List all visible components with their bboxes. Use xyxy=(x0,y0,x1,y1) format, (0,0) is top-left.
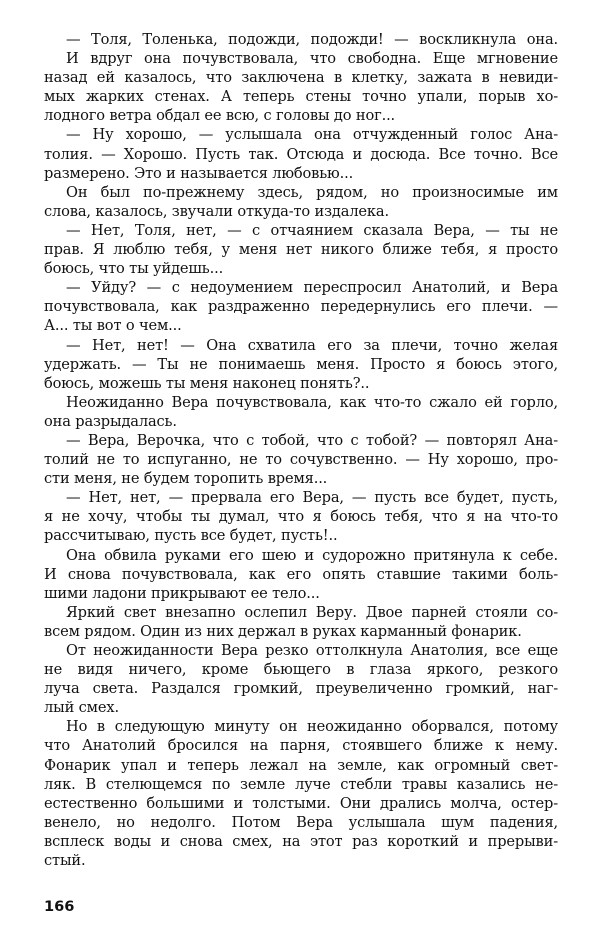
text-line: всем рядом. Один из них держал в руках карманный фонарик. xyxy=(44,622,522,640)
text-line: назад ей казалось, что заключена в клетку, зажата в невиди- xyxy=(44,69,558,87)
text-line: лодного ветра обдал ее всю, с головы до ног... xyxy=(44,107,396,125)
text-line: И вдруг она почувствовала, что свободна. Еще мгновение xyxy=(66,50,558,68)
text-line: — Нет, Толя, нет, — с отчаянием сказала Вера, — ты не xyxy=(66,221,558,239)
text-line: боюсь, что ты уйдешь... xyxy=(44,260,224,278)
text-line: Яркий свет внезапно ослепил Веру. Двое парней стояли со- xyxy=(66,603,558,621)
text-line: луча света. Раздался громкий, преувеличенно громкий, наг- xyxy=(44,680,558,698)
text-line: — Уйду? — с недоумением переспросил Анатолий, и Вера xyxy=(66,279,558,297)
text-line: И снова почувствовала, как его опять ставшие такими боль- xyxy=(44,565,558,583)
text-line: не видя ничего, кроме бьющего в глаза яркого, резкого xyxy=(44,661,558,679)
text-line: всплеск воды и снова смех, на этот раз короткий и прерыви- xyxy=(44,832,558,850)
text-line: Неожиданно Вера почувствовала, как что-то сжало ей горло, xyxy=(66,393,558,411)
text-line: — Толя, Толенька, подожди, подожди! — воскликнула она. xyxy=(66,31,558,48)
text-line: стый. xyxy=(44,852,86,870)
text-line: прав. Я люблю тебя, у меня нет никого ближе тебя, я просто xyxy=(44,241,558,259)
text-line: — Вера, Верочка, что с тобой, что с тобой? — повторял Ана- xyxy=(66,431,558,449)
text-line: Она обвила руками его шею и судорожно притянула к себе. xyxy=(66,546,558,564)
text-line: боюсь, можешь ты меня наконец понять?.. xyxy=(44,374,370,392)
text-line: Фонарик упал и теперь лежал на земле, как огромный свет- xyxy=(44,756,558,774)
text-line: что Анатолий бросился на парня, стоявшего ближе к нему. xyxy=(44,737,558,755)
page-number: 166 xyxy=(44,898,75,915)
text-line: — Нет, нет, — прервала его Вера, — пусть все будет, пусть, xyxy=(66,489,558,507)
text-line: рассчитываю, пусть все будет, пусть!.. xyxy=(44,527,338,545)
text-line: лый смех. xyxy=(44,699,119,717)
text-line: мых жарких стенах. А теперь стены точно упали, порыв хо- xyxy=(44,88,558,106)
text-line: толия. — Хорошо. Пусть так. Отсюда и досюда. Все точно. Все xyxy=(44,145,558,163)
text-line: — Нет, нет! — Она схватила его за плечи, точно желая xyxy=(66,336,558,354)
text-line: сти меня, не будем торопить время... xyxy=(44,470,328,488)
text-line: слова, казалось, звучали откуда-то издалека. xyxy=(44,202,389,220)
text-line: ляк. В стелющемся по земле луче стебли травы казались не- xyxy=(44,775,558,793)
text-line: Но в следующую минуту он неожиданно оборвался, потому xyxy=(66,718,558,736)
text-line: удержать. — Ты не понимаешь меня. Просто я боюсь этого, xyxy=(44,355,558,373)
text-line: От неожиданности Вера резко оттолкнула Анатолия, все еще xyxy=(66,642,558,659)
text-line: естественно большими и толстыми. Они дрались молча, остер- xyxy=(44,794,558,812)
text-line: толий не то испуганно, не то сочувственно. — Ну хорошо, про- xyxy=(44,451,558,469)
text-line: размерено. Это и называется любовью... xyxy=(44,164,354,182)
text-line: — Ну хорошо, — услышала она отчужденный голос Ана- xyxy=(66,126,558,144)
text-line: она разрыдалась. xyxy=(44,412,177,430)
text-line: я не хочу, чтобы ты думал, что я боюсь тебя, что я на что-то xyxy=(44,508,558,526)
book-page-text xyxy=(44,30,558,870)
text-line: Он был по-прежнему здесь, рядом, но произносимые им xyxy=(66,183,558,201)
text-line: почувствовала, как раздраженно передернулись его плечи. — xyxy=(44,298,558,316)
text-line: А... ты вот о чем... xyxy=(44,317,182,335)
text-line: венело, но недолго. Потом Вера услышала шум падения, xyxy=(44,813,558,831)
text-line: шими ладони прикрывают ее тело... xyxy=(44,584,320,602)
